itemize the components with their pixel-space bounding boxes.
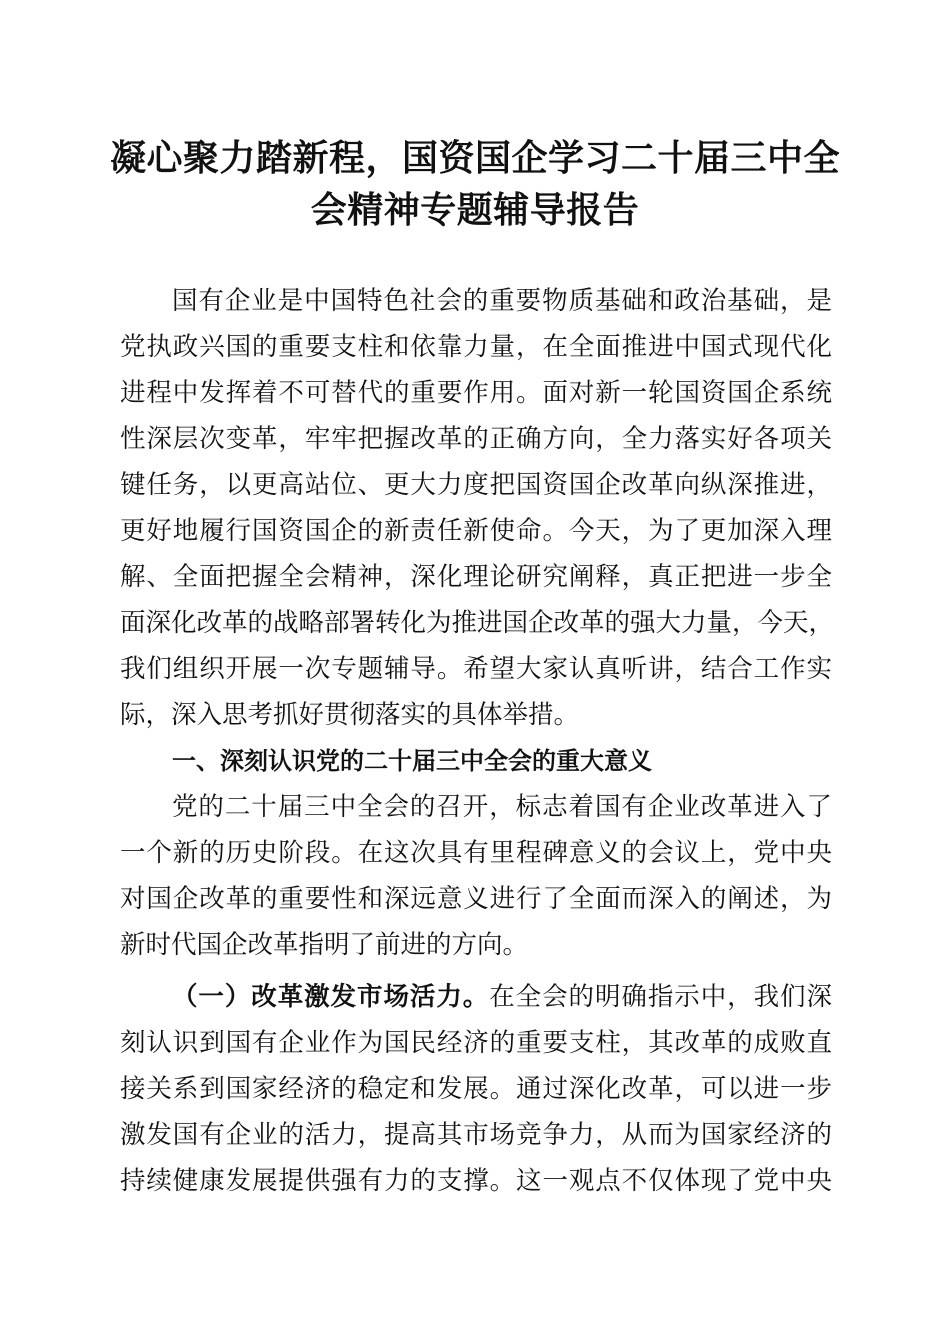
text-line: 对国企改革的重要性和深远意义进行了全面而深入的阐述，为 xyxy=(120,884,832,914)
text-line: 一个新的历史阶段。在这次具有里程碑意义的会议上，党中央 xyxy=(120,838,832,868)
text-line: 刻认识到国有企业作为国民经济的重要支柱，其改革的成败直 xyxy=(120,1028,832,1058)
text-line: 国有企业是中国特色社会的重要物质基础和政治基础，是 xyxy=(172,286,832,316)
text-line: 性深层次变革，牢牢把握改革的正确方向，全力落实好各项关 xyxy=(120,424,832,454)
text-line: 接关系到国家经济的稳定和发展。通过深化改革，可以进一步 xyxy=(120,1074,832,1104)
text-line: 际，深入思考抓好贯彻落实的具体举措。 xyxy=(120,700,580,730)
document-body xyxy=(120,278,835,1204)
paragraph-significance xyxy=(120,784,832,968)
paragraph-intro xyxy=(120,278,835,738)
subheading-lead: （一）改革激发市场活力。 xyxy=(172,982,490,1012)
section-heading-1: 一、深刻认识党的二十届三中全会的重大意义 xyxy=(172,747,652,775)
text-line: 面深化改革的战略部署转化为推进国企改革的强大力量，今天， xyxy=(120,608,835,638)
text-line: 新时代国企改革指明了前进的方向。 xyxy=(120,930,529,960)
document-title xyxy=(100,133,850,237)
title-line-1: 凝心聚力踏新程，国资国企学习二十届三中全 xyxy=(109,138,840,179)
text-line: 持续健康发展提供强有力的支撑。这一观点不仅体现了党中央 xyxy=(120,1166,832,1196)
text-line: 更好地履行国资国企的新责任新使命。今天，为了更加深入理 xyxy=(120,516,832,546)
subheading-rest: 在全会的明确指示中，我们深 xyxy=(489,982,832,1012)
text-line: 我们组织开展一次专题辅导。希望大家认真听讲，结合工作实 xyxy=(120,654,832,684)
paragraph-reform-vitality xyxy=(120,974,832,1204)
text-line xyxy=(120,974,832,1020)
text-line: 进程中发挥着不可替代的重要作用。面对新一轮国资国企系统 xyxy=(120,378,832,408)
title-line-2: 会精神专题辅导报告 xyxy=(310,190,640,231)
text-line: 键任务，以更高站位、更大力度把国资国企改革向纵深推进， xyxy=(120,470,832,500)
text-line: 党执政兴国的重要支柱和依靠力量，在全面推进中国式现代化 xyxy=(120,332,832,362)
text-line: 党的二十届三中全会的召开，标志着国有企业改革进入了 xyxy=(172,792,832,822)
text-line: 激发国有企业的活力，提高其市场竞争力，从而为国家经济的 xyxy=(120,1120,832,1150)
text-line: 解、全面把握全会精神，深化理论研究阐释，真正把进一步全 xyxy=(120,562,832,592)
